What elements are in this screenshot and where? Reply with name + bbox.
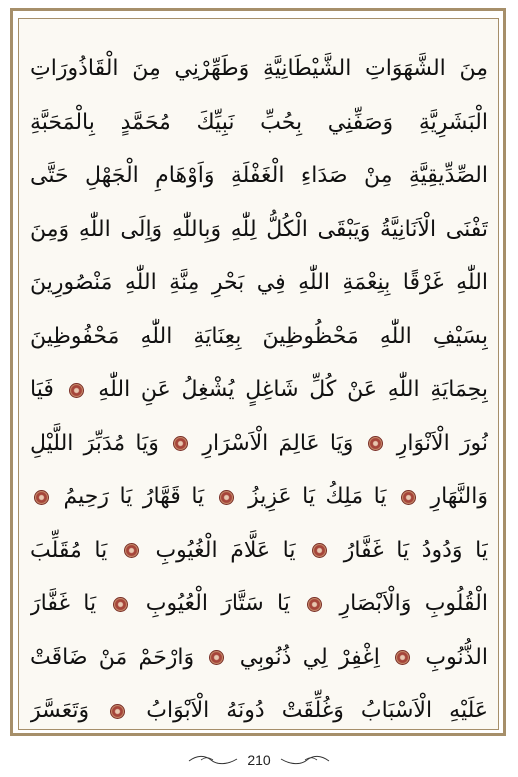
text-line: مِنَ الشَّهَوَاتِ الشَّيْطَانِيَّةِ وَطَهِّرْنِي مِنَ الْقَاذُورَاتِ xyxy=(30,56,488,81)
rose-icon xyxy=(69,383,84,398)
rose-icon xyxy=(401,490,416,505)
text-line: وَالنَّهَارِ يَا مَلِكُ يَا عَزِيزُ يَا قَهَّارُ يَا رَحِيمُ xyxy=(30,470,488,524)
text-line: الذُّنُوبِ اِغْفِرْ لِي ذُنُوبِي وَارْحَمْ مَنْ ضَاقَتْ xyxy=(30,644,488,670)
rose-icon xyxy=(124,543,139,558)
rose-icon xyxy=(209,650,224,665)
text-line: اللّٰهِ غَرْقًا بِنِعْمَةِ اللّٰهِ فِي بَحْرِ مِنَّةِ اللّٰهِ مَنْصُورِينَ xyxy=(30,270,488,295)
prayer-text xyxy=(30,42,488,723)
rose-icon xyxy=(173,436,188,451)
right-flourish-icon xyxy=(279,753,331,767)
text-line: بِسَيْفِ اللّٰهِ مَحْظُوظِينَ بِعِنَايَةِ اللّٰهِ مَحْفُوظِينَ xyxy=(30,323,488,349)
text-line: نُورَ الْاَنْوَارِ وَيَا عَالِمَ الْاَسْرَارِ وَيَا مُدَبِّرَ اللَّيْلِ xyxy=(30,430,488,456)
page-footer xyxy=(0,748,518,772)
rose-icon xyxy=(34,490,49,505)
left-flourish-icon xyxy=(187,753,239,767)
rose-icon xyxy=(368,436,383,451)
page-number: 210 xyxy=(247,752,271,768)
rose-icon xyxy=(110,704,125,719)
text-line: الْبَشَرِيَّةِ وَصَفِّنِي بِحُبِّ نَبِيِّكَ مُحَمَّدٍ بِالْمَحَبَّةِ xyxy=(30,109,488,135)
rose-icon xyxy=(312,543,327,558)
text-line: الصِّدِّيقِيَّةِ مِنْ صَدَاءِ الْغَفْلَةِ وَاَوْهَامِ الْجَهْلِ حَتَّى xyxy=(30,163,488,188)
text-line: عَلَيْهِ الْاَسْبَابُ وَغُلِّقَتْ دُونَهُ الْاَبْوَابُ وَتَعَسَّرَ xyxy=(30,698,488,723)
text-line: بِحِمَايَةِ اللّٰهِ عَنْ كُلِّ شَاغِلٍ يُشْغِلُ عَنِ اللّٰهِ فَيَا xyxy=(30,377,488,402)
rose-icon xyxy=(113,597,128,612)
text-line: يَا وَدُودُ يَا غَفَّارُ يَا عَلَّامَ الْغُيُوبِ يَا مُقَلِّبَ xyxy=(30,537,488,563)
rose-icon xyxy=(219,490,234,505)
text-line: تَفْنَى الْاَنَانِيَّةُ وَيَبْقَى الْكُلُّ لِلّٰهِ وَبِاللّٰهِ وَاِلَى اللّٰهِ وَمِنَ xyxy=(30,216,488,242)
rose-icon xyxy=(307,597,322,612)
text-line: الْقُلُوبِ وَالْاَبْصَارِ يَا سَتَّارَ الْعُيُوبِ يَا غَفَّارَ xyxy=(30,591,488,616)
rose-icon xyxy=(395,650,410,665)
